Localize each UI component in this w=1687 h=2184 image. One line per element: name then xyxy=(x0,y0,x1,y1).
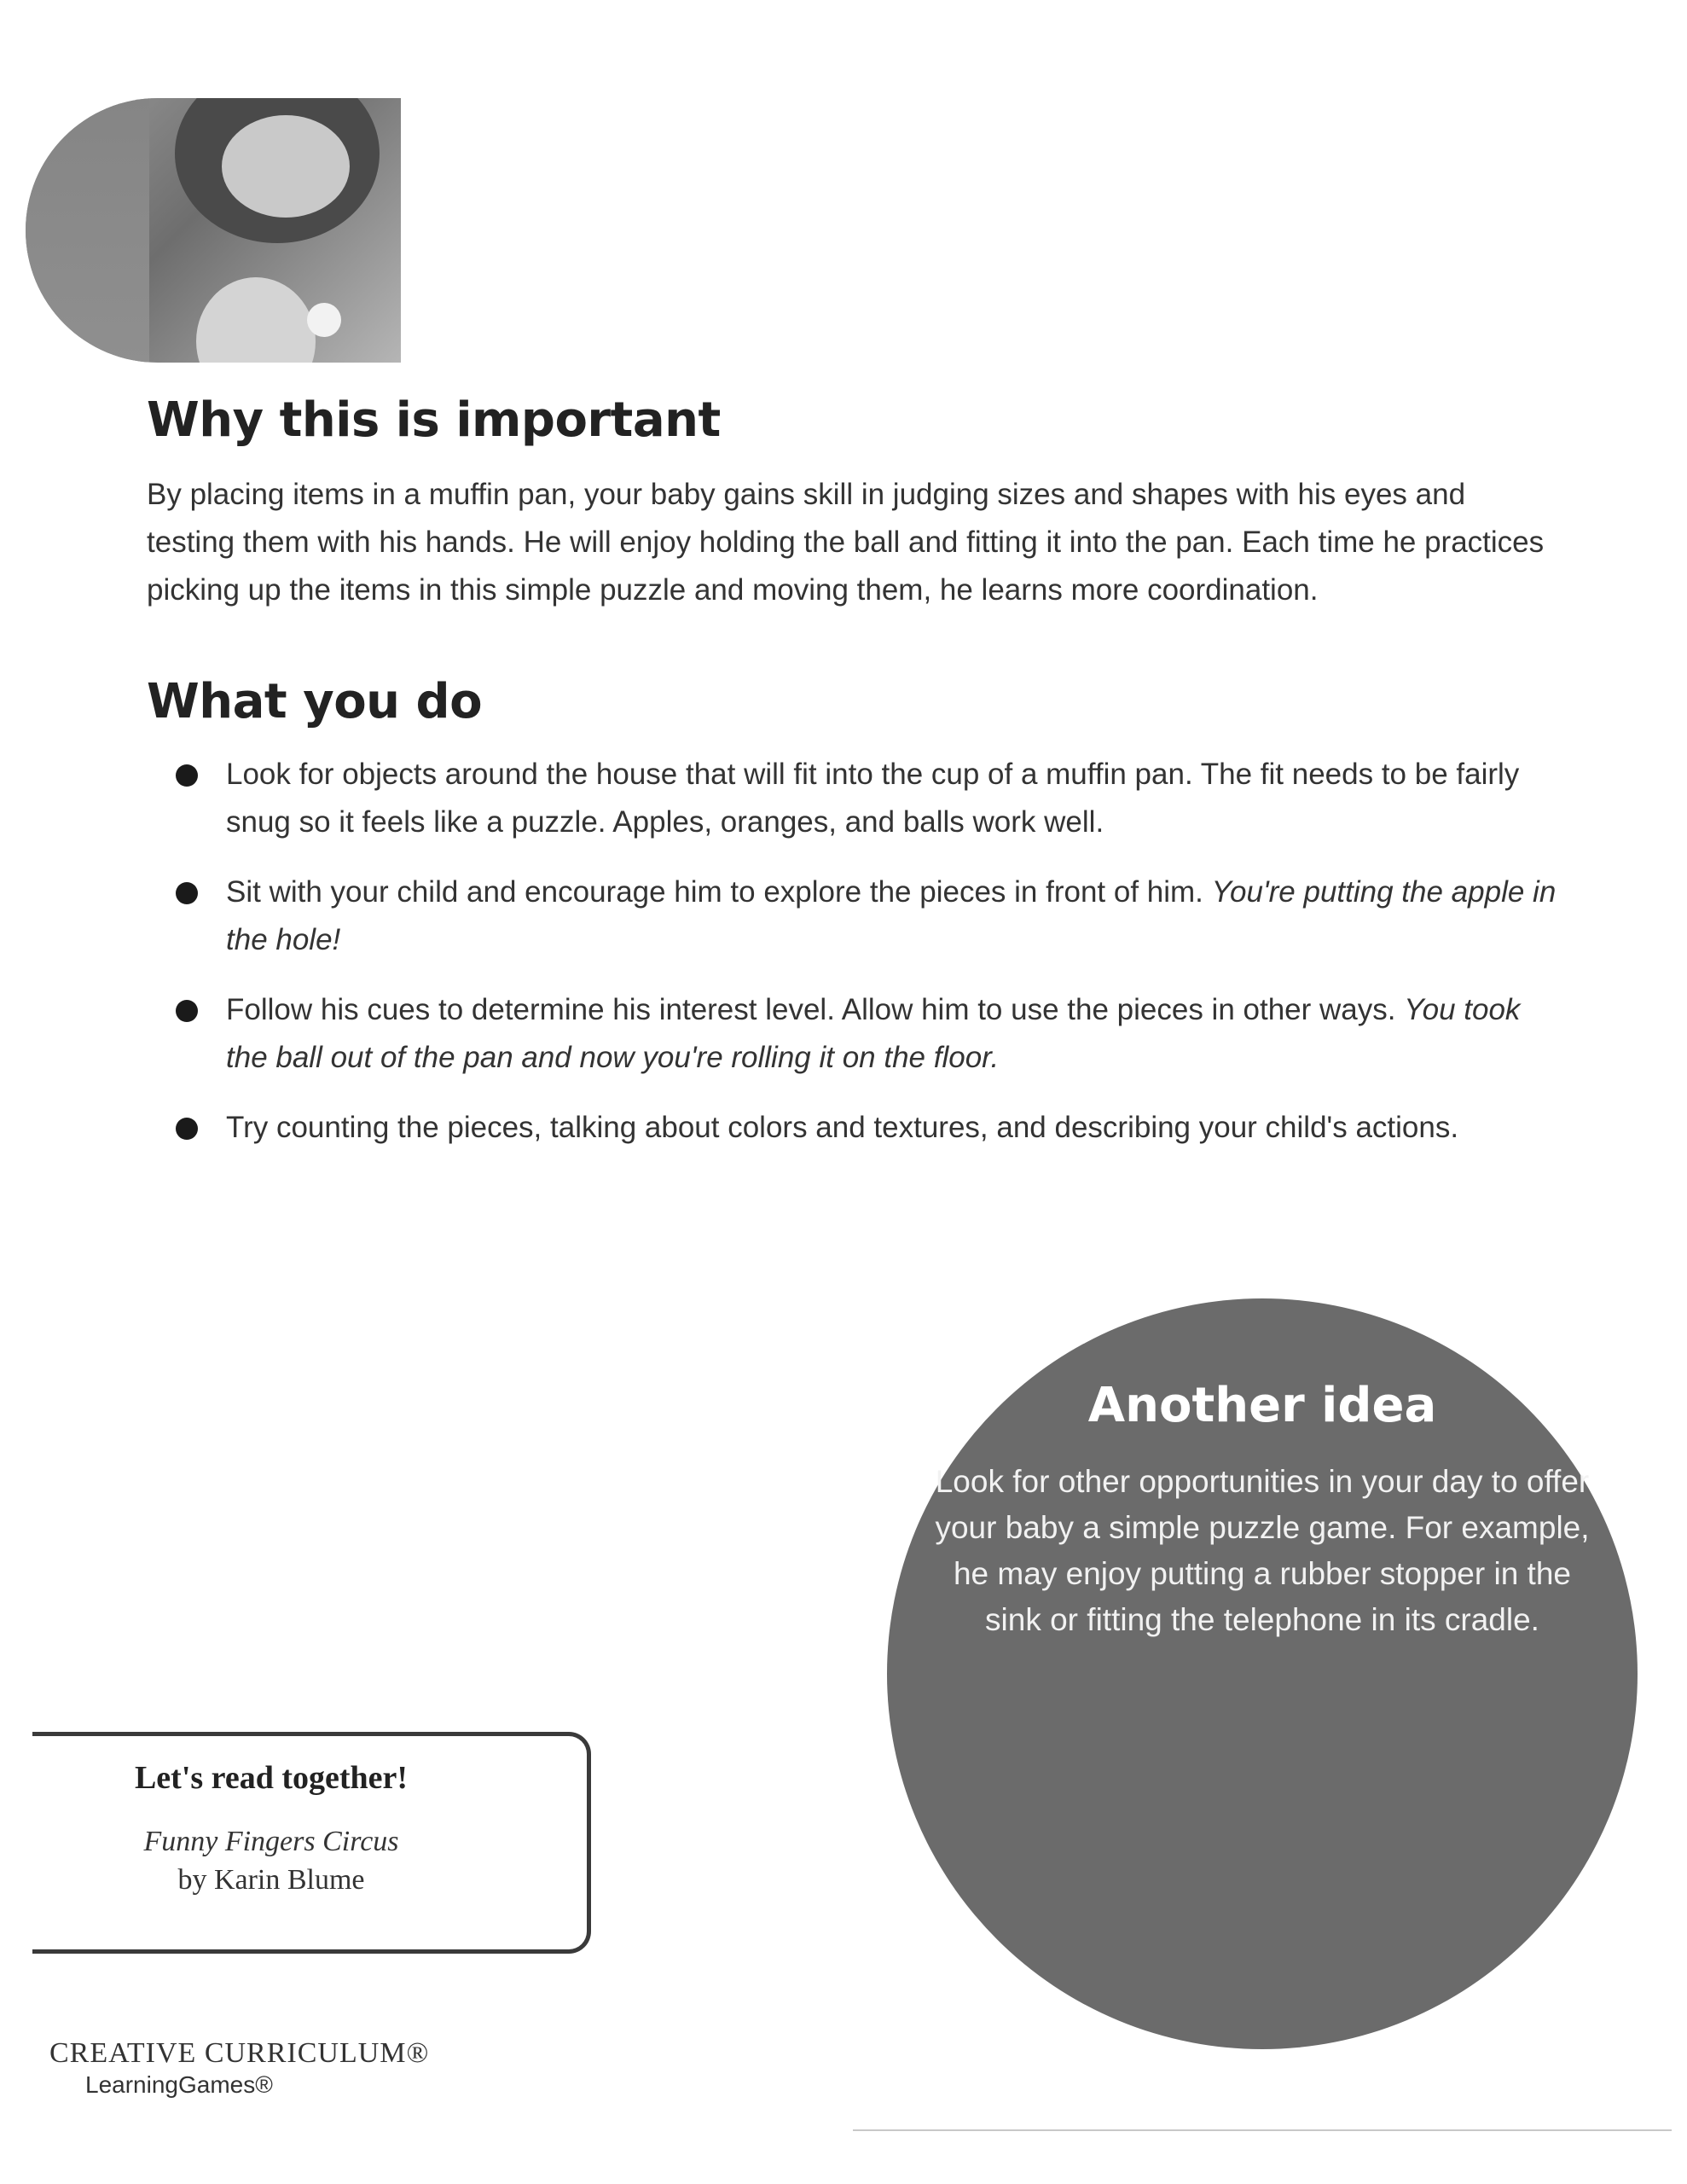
why-paragraph: By placing items in a muffin pan, your baby gains skill in judging sizes and shapes with his eyes and testing them with his hands. He will enjoy holding the ball and fitting it into the pan. Each time he practices picking up the items in this simple puzzle and moving them, he learns more coordination. xyxy=(147,478,1545,607)
photo-baby xyxy=(196,277,316,363)
what-heading: What you do xyxy=(147,674,483,729)
photo-background xyxy=(26,98,149,363)
bullet-icon xyxy=(176,1118,198,1140)
book-title: Funny Fingers Circus xyxy=(143,1826,399,1857)
footer-divider xyxy=(853,2129,1672,2131)
step-text: Try counting the pieces, talking about colors and textures, and describing your child's actions. xyxy=(226,1111,1459,1144)
brand-logo: CREATIVE CURRICULUM® xyxy=(49,2037,430,2069)
book-author: by Karin Blume xyxy=(177,1864,365,1896)
activity-photo xyxy=(26,98,401,363)
bullet-icon xyxy=(176,764,198,787)
step-text: Sit with your child and encourage him to explore the pieces in front of him. You're putting the apple in the hole! xyxy=(226,875,1557,956)
step-text: Look for objects around the house that will fit into the cup of a muffin pan. The fit needs to be fairly snug so it feels like a puzzle. Apples, oranges, and balls work well. xyxy=(226,758,1520,839)
brand-logo-subtitle: LearningGames® xyxy=(85,2071,273,2098)
photo-adult-face xyxy=(222,115,350,218)
step-text: Follow his cues to determine his interest level. Allow him to use the pieces in other ways. You took the ball out of the pan and now you're rolling it on the floor. xyxy=(226,993,1521,1074)
bullet-icon xyxy=(176,1000,198,1022)
bullet-icon xyxy=(176,882,198,904)
why-heading: Why this is important xyxy=(147,392,721,448)
photo-ball xyxy=(307,303,341,337)
read-together-heading: Let's read together! xyxy=(134,1760,409,1796)
another-idea-text: Look for other opportunities in your day to offer your baby a simple puzzle game. For example, he may enjoy putting a rubber stopper in the sink or fitting the telephone in its cradle. xyxy=(935,1464,1590,1637)
another-idea-heading: Another idea xyxy=(1087,1378,1437,1433)
